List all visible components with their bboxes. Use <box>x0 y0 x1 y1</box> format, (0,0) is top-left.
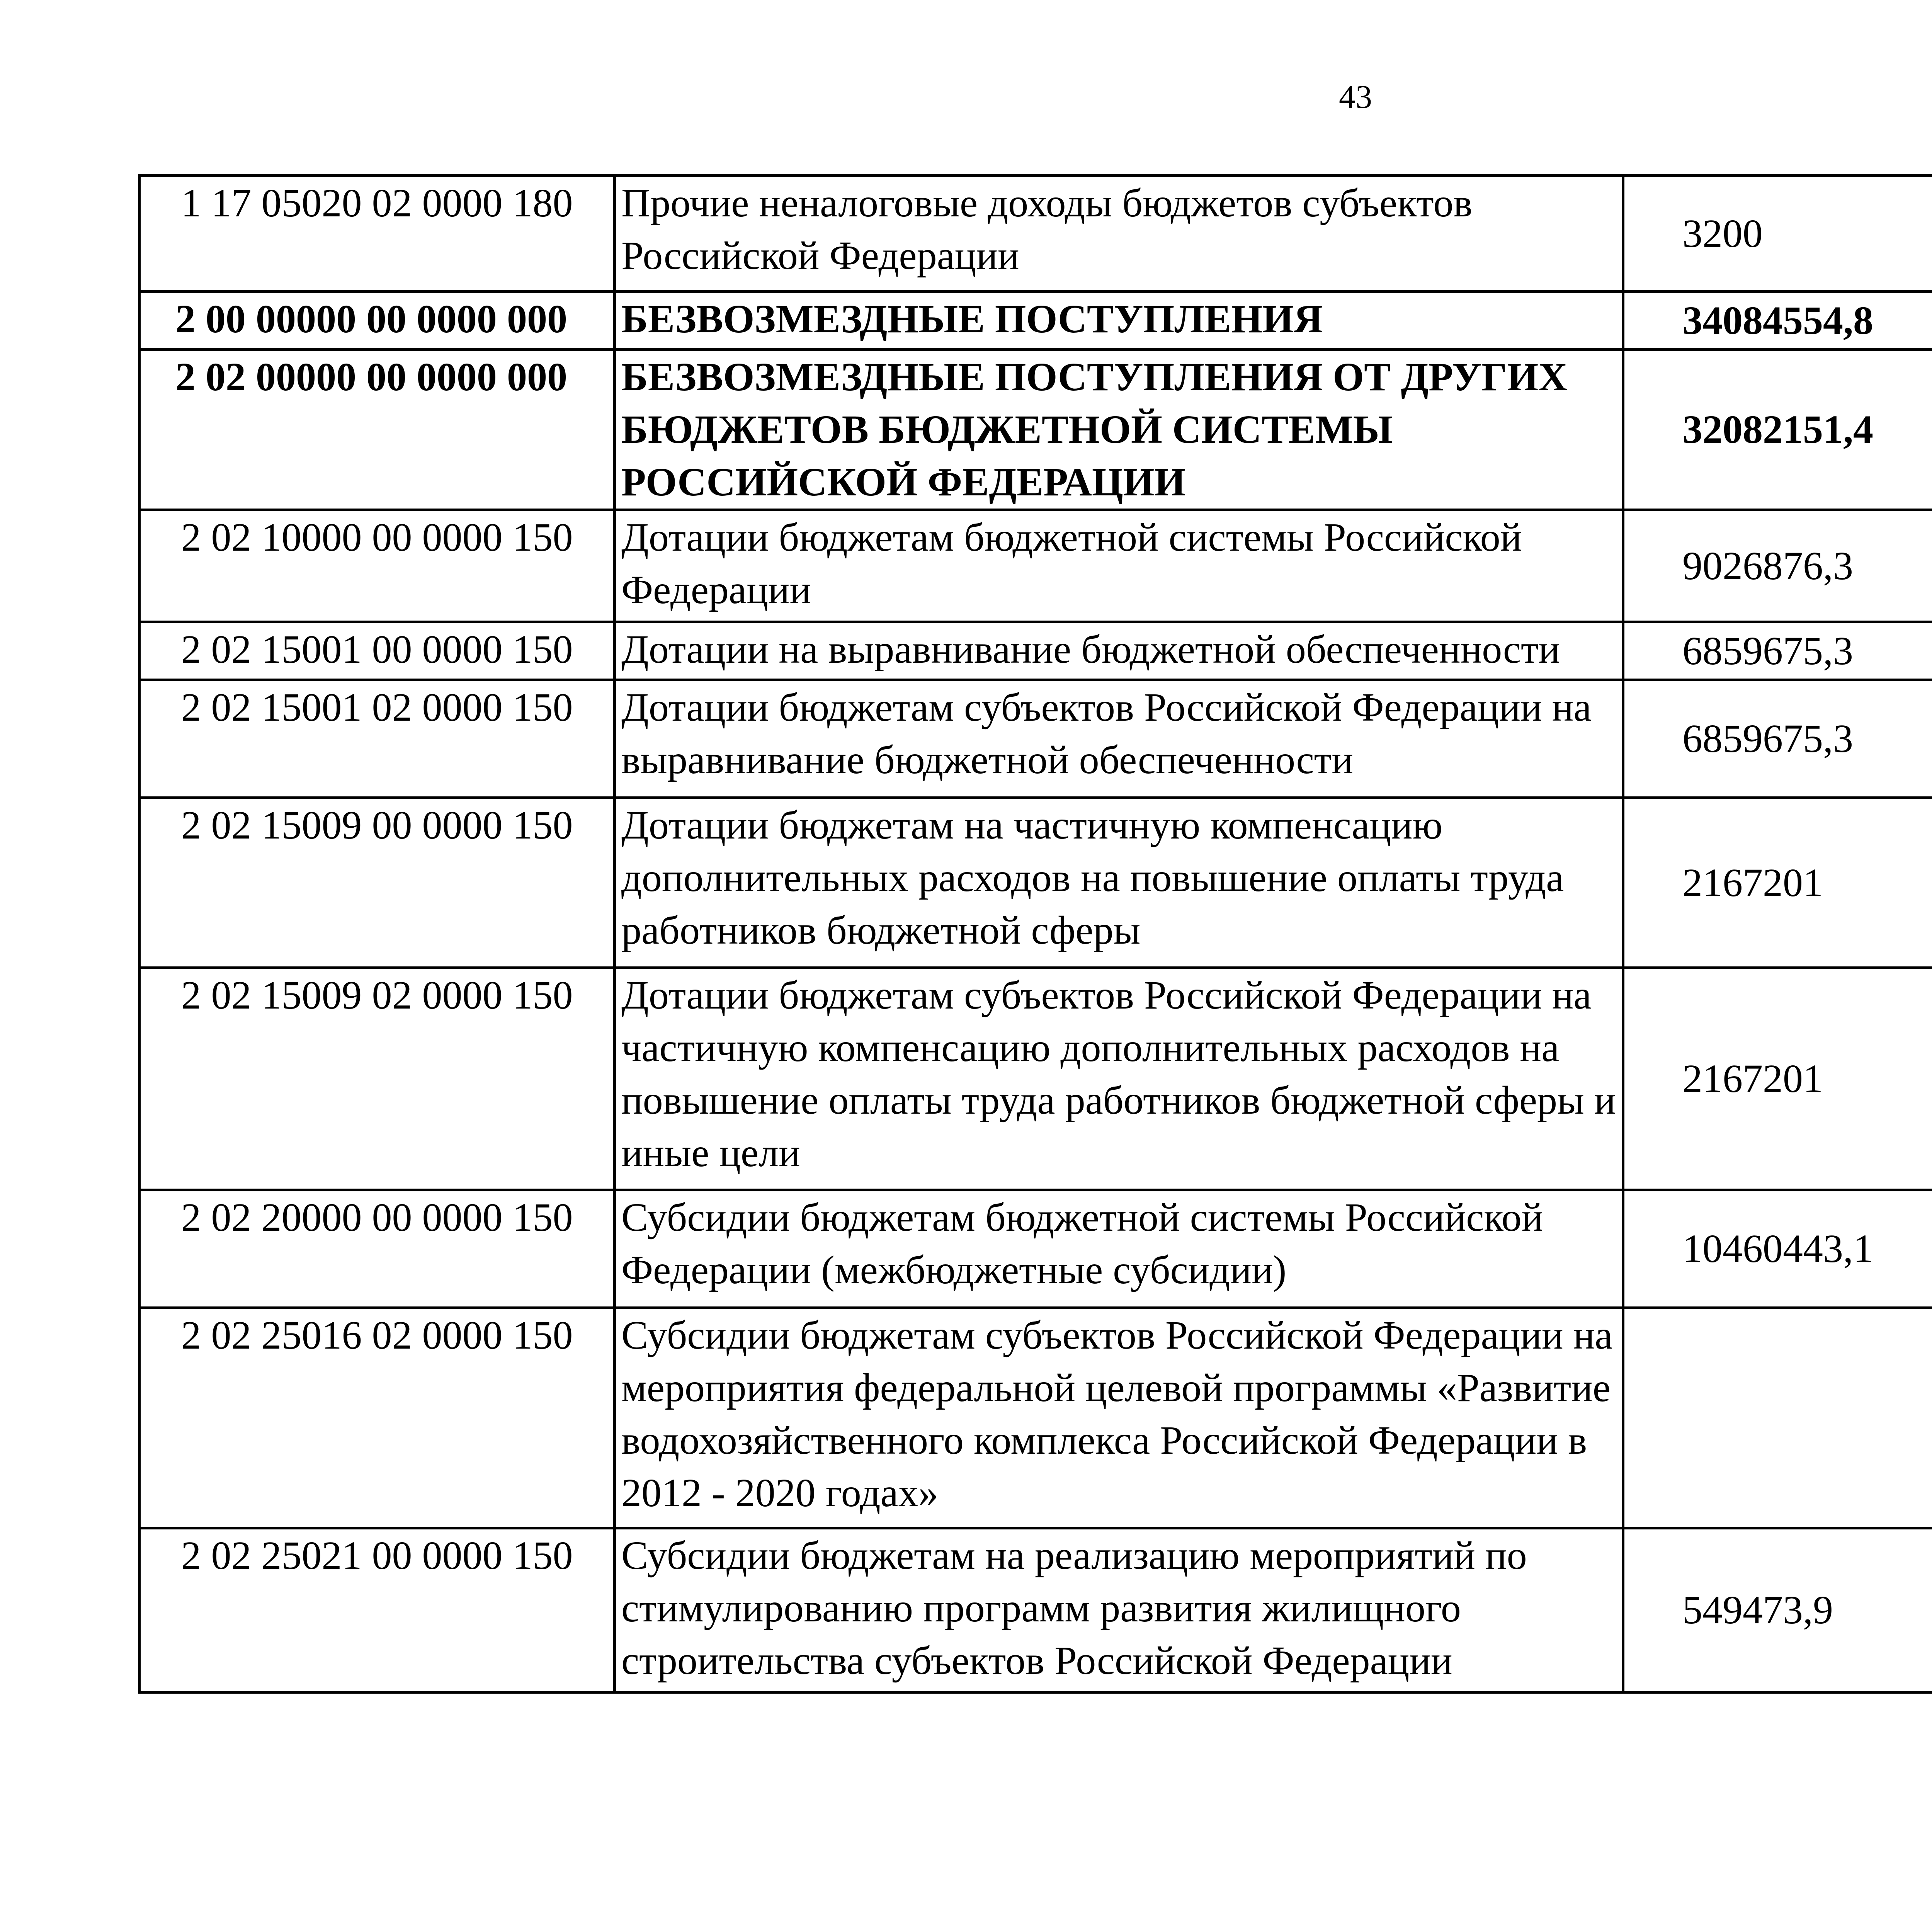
budget-code-cell: 2 02 15001 00 0000 150 <box>139 622 615 680</box>
amount-year1-cell: 549473,9 <box>1623 1528 1932 1692</box>
amount-year1-cell: 6859675,3 <box>1623 680 1932 798</box>
amount-year1-cell: 9026876,3 <box>1623 510 1932 622</box>
table-row <box>139 622 1932 680</box>
amount-year1-cell: 32082151,4 <box>1623 350 1932 510</box>
item-name-cell: Дотации бюджетам на частичную компенсацию дополнительных расходов на повышение оплаты труда работников бюджетной сферы <box>615 798 1623 968</box>
table-row <box>139 968 1932 1190</box>
budget-code-cell: 2 02 00000 00 0000 000 <box>139 350 615 510</box>
table-row <box>139 350 1932 510</box>
revenue-table <box>138 174 1932 1694</box>
item-name-cell: Дотации на выравнивание бюджетной обеспеченности <box>615 622 1623 680</box>
budget-code-cell: 2 00 00000 00 0000 000 <box>139 292 615 350</box>
item-name-cell: БЕЗВОЗМЕЗДНЫЕ ПОСТУПЛЕНИЯ ОТ ДРУГИХ БЮДЖЕТОВ БЮДЖЕТНОЙ СИСТЕМЫ РОССИЙСКОЙ ФЕДЕРАЦИИ <box>615 350 1623 510</box>
amount-year1-cell: 2167201 <box>1623 968 1932 1190</box>
amount-year1-cell: 3200 <box>1623 176 1932 292</box>
table-row <box>139 798 1932 968</box>
page-number: 43 <box>1339 78 1372 115</box>
amount-year1-cell: 10460443,1 <box>1623 1190 1932 1308</box>
table-row <box>139 1190 1932 1308</box>
budget-code-cell: 2 02 25016 02 0000 150 <box>139 1308 615 1528</box>
budget-code-cell: 2 02 25021 00 0000 150 <box>139 1528 615 1692</box>
item-name-cell: БЕЗВОЗМЕЗДНЫЕ ПОСТУПЛЕНИЯ <box>615 292 1623 350</box>
amount-year1-cell: 34084554,8 <box>1623 292 1932 350</box>
table-row <box>139 292 1932 350</box>
table-row <box>139 510 1932 622</box>
table-row <box>139 1528 1932 1692</box>
amount-year1-cell: 6859675,3 <box>1623 622 1932 680</box>
amount-year1-cell: 2167201 <box>1623 798 1932 968</box>
table-row <box>139 176 1932 292</box>
amount-year1-cell <box>1623 1308 1932 1528</box>
item-name-cell: Субсидии бюджетам субъектов Российской Федерации на мероприятия федеральной целевой программы «Развитие водохозяйственного комплекса Российской Федерации в 2012 - 2020 годах» <box>615 1308 1623 1528</box>
table-row <box>139 680 1932 798</box>
item-name-cell: Субсидии бюджетам на реализацию мероприятий по стимулированию программ развития жилищного строительства субъектов Российской Федерации <box>615 1528 1623 1692</box>
item-name-cell: Прочие неналоговые доходы бюджетов субъектов Российской Федерации <box>615 176 1623 292</box>
item-name-cell: Дотации бюджетам бюджетной системы Российской Федерации <box>615 510 1623 622</box>
budget-code-cell: 1 17 05020 02 0000 180 <box>139 176 615 292</box>
budget-code-cell: 2 02 10000 00 0000 150 <box>139 510 615 622</box>
item-name-cell: Субсидии бюджетам бюджетной системы Российской Федерации (межбюджетные субсидии) <box>615 1190 1623 1308</box>
item-name-cell: Дотации бюджетам субъектов Российской Федерации на частичную компенсацию дополнительных расходов на повышение оплаты труда работников бюджетной сферы и иные цели <box>615 968 1623 1190</box>
table-row <box>139 1308 1932 1528</box>
budget-code-cell: 2 02 15001 02 0000 150 <box>139 680 615 798</box>
budget-code-cell: 2 02 20000 00 0000 150 <box>139 1190 615 1308</box>
item-name-cell: Дотации бюджетам субъектов Российской Федерации на выравнивание бюджетной обеспеченности <box>615 680 1623 798</box>
budget-code-cell: 2 02 15009 02 0000 150 <box>139 968 615 1190</box>
budget-code-cell: 2 02 15009 00 0000 150 <box>139 798 615 968</box>
